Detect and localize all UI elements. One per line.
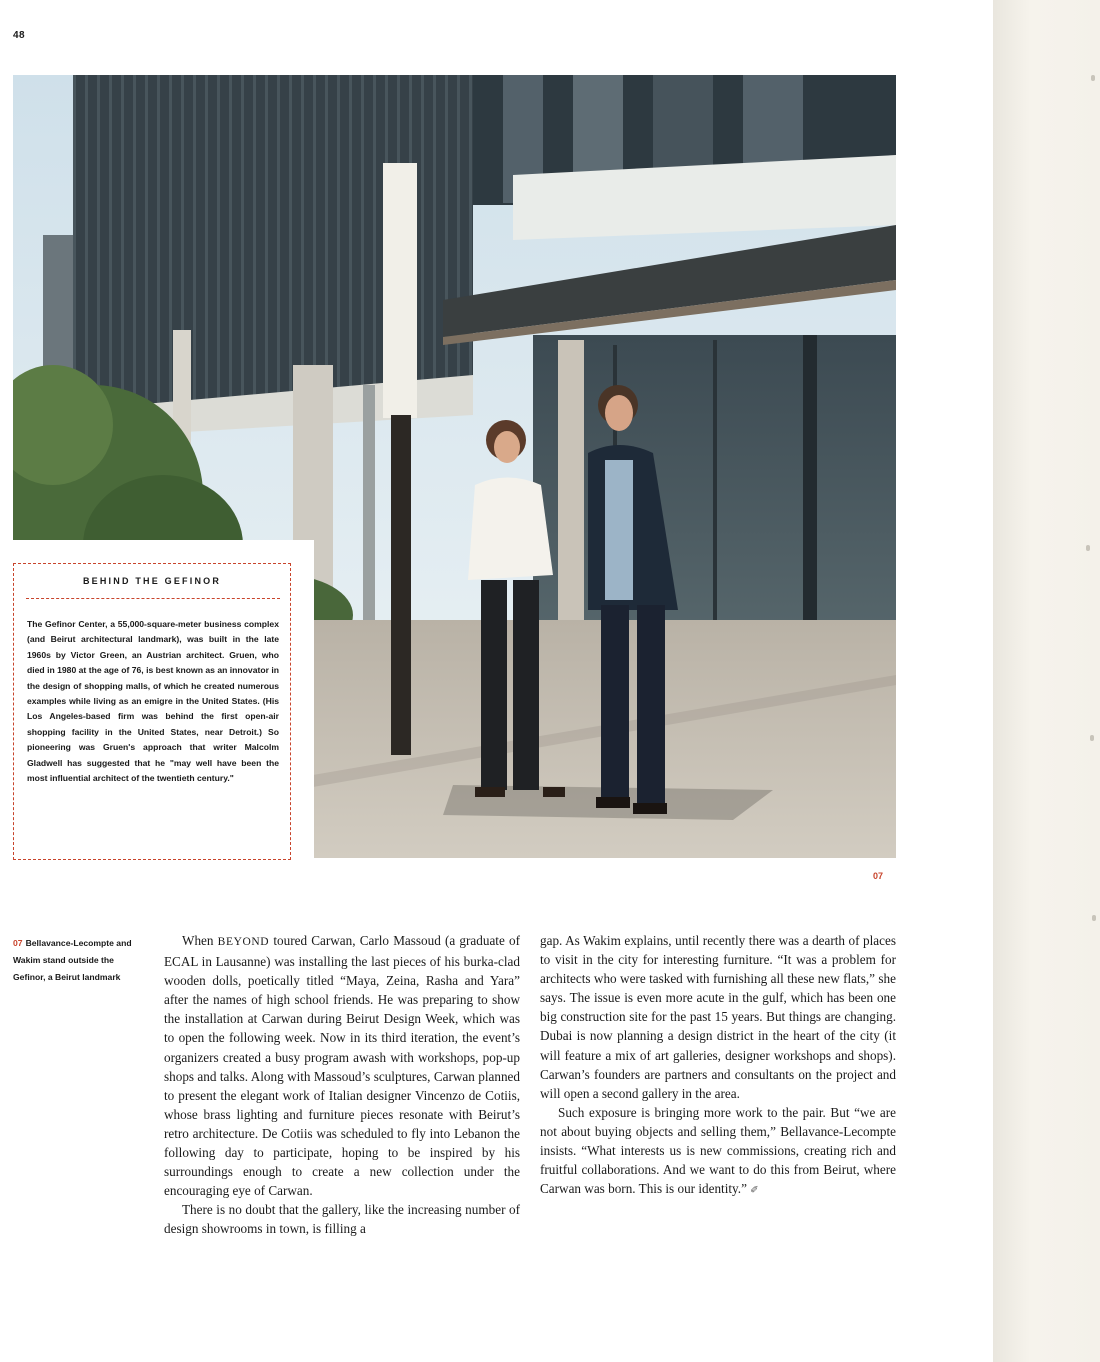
sidebar-divider	[26, 598, 280, 599]
photo-caption	[13, 935, 145, 986]
edge-mark	[1091, 75, 1095, 81]
facing-page-edge	[993, 0, 1100, 1362]
article-paragraph	[164, 931, 520, 1200]
sidebar-body: The Gefinor Center, a 55,000-square-meter business complex (and Beirut architectural landmark), was built in the late 1960s by Victor Green, an Austrian architect. Gruen, who died in 1980 at the age of 76, is best known as an innovator in the design of shopping malls, of which he created numerous examples while living as an emigre in the United States. (His Los Angeles-based firm was behind the first open-air shopping facility in the United States, near Detroit.) So pioneering was Gruen's approach that writer Malcolm Gladwell has suggested that he "may well have been the most influential architect of the twentieth century."	[27, 619, 279, 784]
sidebar-title: BEHIND THE GEFINOR	[82, 576, 222, 586]
article-text: toured Carwan, Carlo Massoud (a graduate of ECAL in Lausanne) was installing the last pieces of his burka-clad wooden dolls, poetically titled “Maya, Zeina, Rasha and Yara” after the names of high school friends. He was preparing to show the installation at Carwan during Beirut Design Week, which was to open the following week. Now in its third iteration, the event’s organizers created a busy program awash with workshops, pop-up shops and talks. Along with Massoud’s sculptures, Carwan planned to present the elegant work of Italian designer Vincenzo de Cotiis, whose brass lighting and furniture pieces resonate with Beirut’s retro architecture. De Cotiis was scheduled to fly into Lebanon the following day to participate, hoping to be inspired by his surroundings enough to create a new collection under the encouraging eye of Carwan.	[164, 933, 520, 1199]
caption-text: Bellavance-Lecompte and Wakim stand outside the Gefinor, a Beirut landmark	[13, 938, 132, 982]
article-column-2	[540, 931, 896, 1200]
article-paragraph	[540, 1103, 896, 1200]
magazine-name: BEYOND	[217, 936, 270, 948]
article-text: When	[182, 933, 218, 948]
photo-reference-mark: 07	[873, 871, 884, 881]
article-paragraph: gap. As Wakim explains, until recently there was a dearth of places to visit in the city for interesting furniture. “It was a problem for architects who were tasked with furnishing all these new flats,” she says. The issue is even more acute in the gulf, which has been one big construction site for the past 15 years. But things are changing. Dubai is now planning a design district in the heart of the city (it will feature a mix of art galleries, designer workshops and shops). Carwan’s founders are partners and consultants on the project and will open a second gallery in the area.	[540, 933, 896, 1101]
edge-mark	[1090, 735, 1094, 741]
article-paragraph: There is no doubt that the gallery, like the increasing number of design showrooms in town, is filling a	[164, 1202, 520, 1237]
article-text: Such exposure is bringing more work to the pair. But “we are not about buying objects and selling them,” Bellavance-Lecompte insists. “What interests us is new commissions, creating rich and fruitful collaborations. And we want to do this from Beirut, where Carwan was born. This is our identity.”	[540, 1104, 896, 1197]
caption-marker: 07	[13, 938, 23, 948]
article-column-1	[164, 931, 520, 1239]
edge-mark	[1092, 915, 1096, 921]
page-number: 48	[13, 30, 26, 41]
edge-mark	[1086, 545, 1090, 551]
end-mark-icon: ✐	[750, 1185, 759, 1197]
